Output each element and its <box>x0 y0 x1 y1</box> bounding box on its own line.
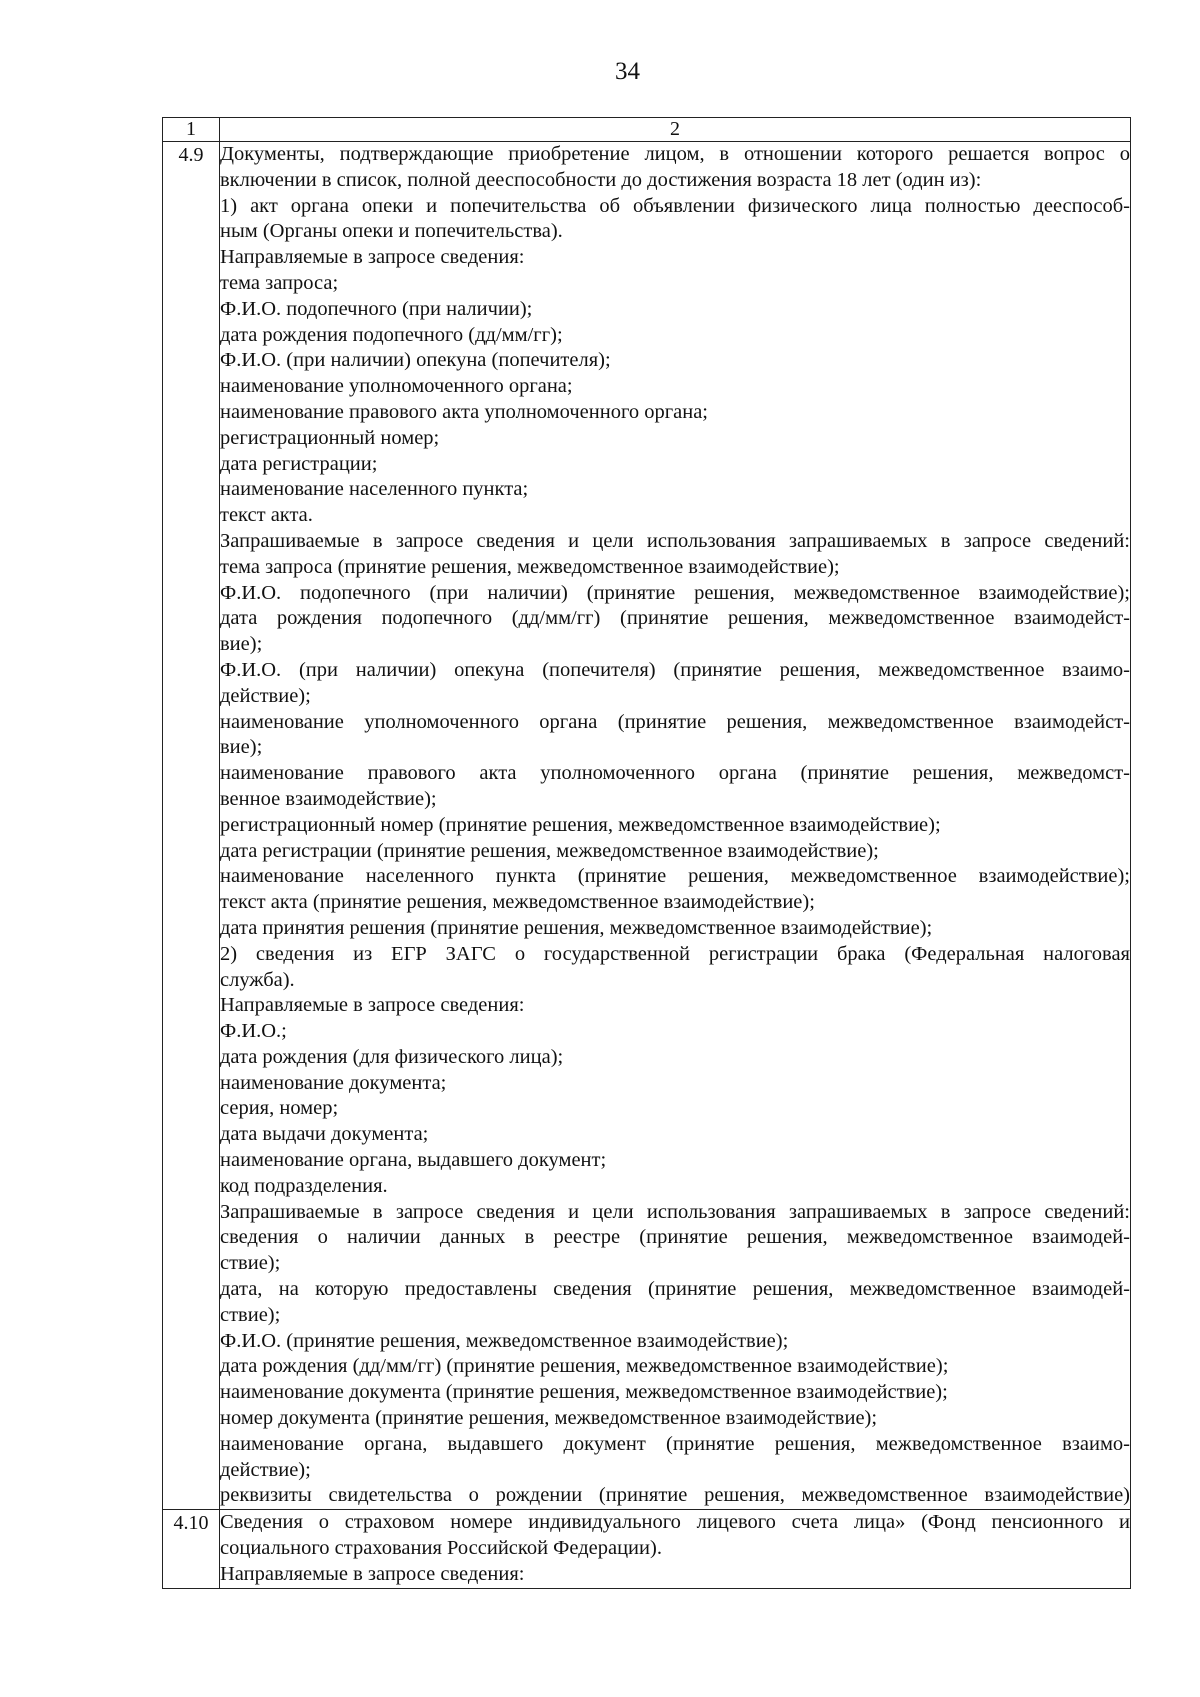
text-line: Сведения о страховом номере индивидуального лицевого счета лица» (Фонд пенсионного и <box>220 1511 1130 1534</box>
text-line: действие); <box>220 1458 311 1481</box>
text-line: социального страхования Российской Федерации). <box>220 1537 662 1560</box>
table-header-row <box>163 118 1131 142</box>
text-line: ствие); <box>220 1303 281 1326</box>
text-line: тема запроса (принятие решения, межведомственное взаимодействие); <box>220 555 840 578</box>
column-header-1: 1 <box>163 118 220 142</box>
text-line: Направляемые в запросе сведения: <box>220 1562 525 1585</box>
text-line: действие); <box>220 684 311 707</box>
text-line: наименование документа; <box>220 1071 447 1094</box>
text-line: дата рождения (для физического лица); <box>220 1045 564 1068</box>
document-table <box>162 117 1131 1589</box>
text-line: Ф.И.О.; <box>220 1020 287 1043</box>
text-line: ствие); <box>220 1252 281 1275</box>
text-line: регистрационный номер; <box>220 426 440 449</box>
text-line: Ф.И.О. (принятие решения, межведомственное взаимодействие); <box>220 1329 789 1352</box>
column-header-2: 2 <box>220 118 1131 142</box>
row-content <box>220 1510 1131 1588</box>
text-line: регистрационный номер (принятие решения, межведомственное взаимодействие); <box>220 813 941 836</box>
text-line: Запрашиваемые в запросе сведения и цели использования запрашиваемых в запросе сведений: <box>220 529 1130 552</box>
text-line: текст акта (принятие решения, межведомственное взаимодействие); <box>220 891 815 914</box>
text-line: наименование правового акта уполномоченного органа; <box>220 400 708 423</box>
text-line: 2) сведения из ЕГР ЗАГС о государственной регистрации брака (Федеральная налоговая <box>220 942 1130 965</box>
text-line: Ф.И.О. подопечного (при наличии) (принятие решения, межведомственное взаимодействие); <box>220 581 1130 604</box>
row-content <box>220 142 1131 1510</box>
text-line: серия, номер; <box>220 1097 339 1120</box>
text-line: дата выдачи документа; <box>220 1123 429 1146</box>
text-line: служба). <box>220 968 295 991</box>
text-line: текст акта. <box>220 504 313 527</box>
text-line: дата регистрации (принятие решения, межведомственное взаимодействие); <box>220 839 879 862</box>
text-line: ным (Органы опеки и попечительства). <box>220 220 563 243</box>
text-line: включении в список, полной дееспособности до достижения возраста 18 лет (один из): <box>220 168 982 191</box>
text-line: наименование населенного пункта (принятие решения, межведомственное взаимодействие); <box>220 865 1130 888</box>
text-line: наименование документа (принятие решения, межведомственное взаимодействие); <box>220 1381 948 1404</box>
text-line: дата рождения подопечного (дд/мм/гг); <box>220 323 563 346</box>
text-line: дата рождения (дд/мм/гг) (принятие решения, межведомственное взаимодействие); <box>220 1355 949 1378</box>
text-line: Ф.И.О. (при наличии) опекуна (попечителя); <box>220 349 611 372</box>
text-line: сведения о наличии данных в реестре (принятие решения, межведомственное взаимодей- <box>220 1226 1130 1249</box>
text-line: наименование правового акта уполномоченного органа (принятие решения, межведомст- <box>220 762 1130 785</box>
text-line: дата, на которую предоставлены сведения (принятие решения, межведомственное взаимодей- <box>220 1278 1130 1301</box>
text-line: Запрашиваемые в запросе сведения и цели использования запрашиваемых в запросе сведений: <box>220 1200 1130 1223</box>
text-line: наименование населенного пункта; <box>220 478 529 501</box>
text-line: Ф.И.О. (при наличии) опекуна (попечителя) (принятие решения, межведомственное взаимо- <box>220 658 1130 681</box>
text-line: 1) акт органа опеки и попечительства об объявлении физического лица полностью дееспособ- <box>220 194 1130 217</box>
text-line: наименование органа, выдавшего документ; <box>220 1149 607 1172</box>
text-line: наименование уполномоченного органа; <box>220 375 573 398</box>
text-line: наименование уполномоченного органа (принятие решения, межведомственное взаимодейст- <box>220 710 1130 733</box>
text-line: Направляемые в запросе сведения: <box>220 246 525 269</box>
text-line: наименование органа, выдавшего документ (принятие решения, межведомственное взаимо- <box>220 1432 1130 1455</box>
text-line: дата регистрации; <box>220 452 378 475</box>
text-line: дата рождения подопечного (дд/мм/гг) (принятие решения, межведомственное взаимодейст- <box>220 607 1130 630</box>
text-line: код подразделения. <box>220 1174 388 1197</box>
text-line: вие); <box>220 633 263 656</box>
text-line: дата принятия решения (принятие решения, межведомственное взаимодействие); <box>220 916 933 939</box>
page-number: 34 <box>615 58 640 85</box>
text-line: Направляемые в запросе сведения: <box>220 994 525 1017</box>
table-row <box>163 142 1131 1510</box>
row-number: 4.10 <box>163 1510 220 1588</box>
row-number: 4.9 <box>163 142 220 1510</box>
text-line: Ф.И.О. подопечного (при наличии); <box>220 297 533 320</box>
text-line: номер документа (принятие решения, межведомственное взаимодействие); <box>220 1407 878 1430</box>
table-row <box>163 1510 1131 1588</box>
text-line: тема запроса; <box>220 271 339 294</box>
text-line: венное взаимодействие); <box>220 787 437 810</box>
text-line: Документы, подтверждающие приобретение лицом, в отношении которого решается вопрос о <box>220 143 1130 165</box>
text-line: реквизиты свидетельства о рождении (принятие решения, межведомственное взаимодействие) <box>220 1484 1130 1507</box>
text-line: вие); <box>220 736 263 759</box>
